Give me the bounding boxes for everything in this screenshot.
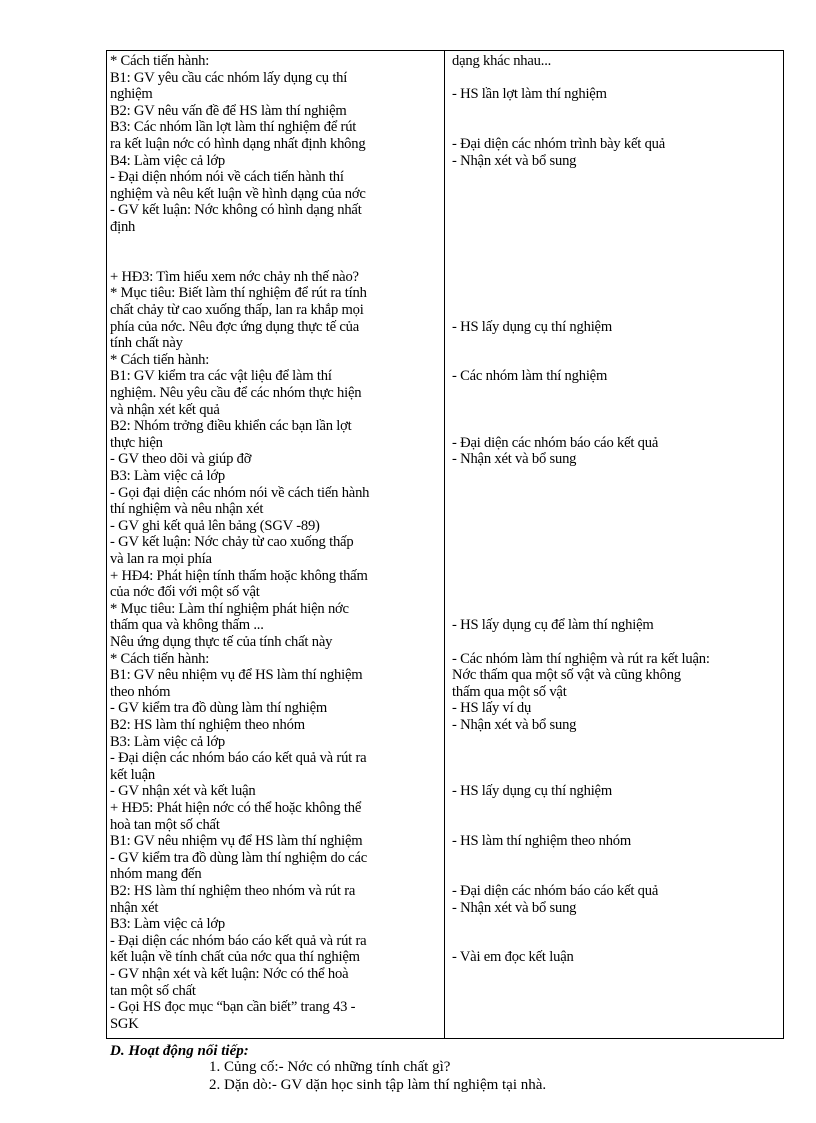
student-activity-line: - Nhận xét và bổ sung [452, 717, 577, 733]
teacher-activity-line: chất chảy từ cao xuống thấp, lan ra khắp mọi [110, 302, 364, 318]
teacher-activity-line: B2: Nhóm trởng điều khiển các bạn lần lợt [110, 418, 352, 435]
student-activity-line: Nớc thấm qua một số vật và cũng không [452, 667, 681, 684]
teacher-activity-line: B2: GV nêu vấn đề để HS làm thí nghiệm [110, 102, 347, 119]
teacher-activity-line: ra kết luận nớc có hình dạng nhất định không [110, 136, 366, 152]
student-activity-line: - HS lấy dụng cụ để làm thí nghiệm [452, 617, 654, 634]
student-activity-line: - HS lấy dụng cụ thí nghiệm [452, 783, 612, 800]
student-activity-line: - HS lần lợt làm thí nghiệm [452, 86, 607, 103]
teacher-activity-line: - GV kiểm tra đồ dùng làm thí nghiệm do các [110, 849, 368, 866]
teacher-activity-line: thực hiện [110, 434, 163, 451]
teacher-activity-line: - Gọi HS đọc mục “bạn cần biết” trang 43 - [110, 999, 356, 1016]
student-activity-line: thấm qua một số vật [452, 683, 567, 700]
teacher-activity-line: kết luận [110, 766, 156, 783]
student-activity-line: - HS lấy dụng cụ thí nghiệm [452, 318, 612, 335]
teacher-activity-line: + HĐ5: Phát hiện nớc có thể hoặc không thể [110, 800, 362, 816]
homework-item: 2. Dặn dò:- GV dặn học sinh tập làm thí nghiệm tại nhà. [209, 1077, 547, 1093]
student-activity-line: - HS lấy ví dụ [452, 700, 532, 717]
teacher-activity-line: B2: HS làm thí nghiệm theo nhóm và rút ra [110, 883, 356, 899]
teacher-activity-line: và lan ra mọi phía [110, 551, 212, 567]
teacher-activity-line: B3: Làm việc cả lớp [110, 733, 225, 750]
teacher-activity-line: B3: Làm việc cả lớp [110, 468, 225, 484]
student-activity-line: - Đại diện các nhóm báo cáo kết quả [452, 434, 659, 451]
student-activity-line: - Đại diện các nhóm trình bày kết quả [452, 136, 666, 152]
teacher-activity-line: định [110, 219, 136, 235]
teacher-activity-line: + HĐ3: Tìm hiểu xem nớc chảy nh thế nào? [110, 268, 359, 285]
teacher-activity-line: - Đại diện các nhóm báo cáo kết quả và rút ra [110, 932, 367, 949]
teacher-activity-line: theo nhóm [110, 683, 171, 700]
student-activity-line: - HS làm thí nghiệm theo nhóm [452, 833, 632, 850]
teacher-activity-line: nhóm mang đến [110, 866, 202, 883]
column-divider [444, 50, 445, 1039]
teacher-activity-line: - Đại diện nhóm nói về cách tiến hành thí [110, 169, 344, 186]
teacher-activity-line: hoà tan một số chất [110, 816, 220, 833]
student-activity-line: - Đại diện các nhóm báo cáo kết quả [452, 883, 659, 899]
teacher-activity-line: - GV kiểm tra đồ dùng làm thí nghiệm [110, 700, 328, 717]
section-heading: D. Hoạt động nối tiếp: [110, 1043, 249, 1059]
teacher-activity-line: B1: GV nêu nhiệm vụ để HS làm thí nghiệm [110, 833, 363, 850]
teacher-activity-line: và nhận xét kết quả [110, 401, 220, 418]
student-activity-line: - Nhận xét và bổ sung [452, 152, 577, 169]
student-activity-line: - Các nhóm làm thí nghiệm [452, 368, 608, 385]
teacher-activity-line: B2: HS làm thí nghiệm theo nhóm [110, 717, 305, 733]
teacher-activity-line: - Đại diện các nhóm báo cáo kết quả và rút ra [110, 750, 367, 767]
teacher-activity-line: * Cách tiến hành: [110, 650, 210, 667]
teacher-activity-line: - GV kết luận: Nớc không có hình dạng nhất [110, 202, 362, 219]
teacher-activity-line: B4: Làm việc cả lớp [110, 152, 225, 169]
consolidation-item: 1. Củng cố:- Nớc có những tính chất gì? [209, 1059, 451, 1075]
teacher-activity-line: - GV ghi kết quả lên bảng (SGV -89) [110, 517, 320, 534]
teacher-activity-line: B1: GV kiểm tra các vật liệu để làm thí [110, 368, 332, 385]
teacher-activity-line: kết luận về tính chất của nớc qua thí nghiệm [110, 949, 360, 966]
student-activity-line: dạng khác nhau... [452, 53, 552, 69]
teacher-activity-line: * Mục tiêu: Biết làm thí nghiệm để rút ra tính [110, 285, 367, 302]
teacher-activity-line: B1: GV yêu cầu các nhóm lấy dụng cụ thí [110, 69, 348, 86]
teacher-activity-line: nghiệm. Nêu yêu cầu để các nhóm thực hiện [110, 385, 362, 401]
teacher-activity-line: thấm qua và không thấm ... [110, 617, 264, 634]
teacher-activity-line: nghiệm [110, 86, 153, 103]
teacher-activity-line: + HĐ4: Phát hiện tính thấm hoặc không thấm [110, 567, 368, 584]
teacher-activity-line: của nớc đối với một số vật [110, 584, 260, 601]
teacher-activity-line: * Cách tiến hành: [110, 351, 210, 368]
teacher-activity-line: * Mục tiêu: Làm thí nghiệm phát hiện nớc [110, 600, 349, 617]
teacher-activity-line: - GV nhận xét và kết luận [110, 783, 256, 800]
teacher-activity-line: tính chất này [110, 335, 183, 352]
teacher-activity-line: Nêu ứng dụng thực tế của tính chất này [110, 634, 333, 650]
student-activity-line: - Vài em đọc kết luận [452, 949, 574, 966]
teacher-activity-line: thí nghiệm và nêu nhận xét [110, 501, 264, 518]
teacher-activity-line: B3: Làm việc cả lớp [110, 916, 225, 933]
teacher-activity-line: nghiệm và nêu kết luận về hình dạng của nớc [110, 185, 366, 202]
student-activity-line: - Các nhóm làm thí nghiệm và rút ra kết luận: [452, 650, 710, 667]
teacher-activity-line: B3: Các nhóm lần lợt làm thí nghiệm để rút [110, 119, 357, 136]
teacher-activity-line: nhận xét [110, 899, 159, 916]
teacher-activity-line: tan một số chất [110, 982, 196, 999]
teacher-activity-line: * Cách tiến hành: [110, 53, 210, 69]
student-activity-line: - Nhận xét và bổ sung [452, 451, 577, 468]
teacher-activity-line: - GV theo dõi và giúp đỡ [110, 451, 252, 468]
teacher-activity-line: - GV nhận xét và kết luận: Nớc có thể hoà [110, 966, 349, 982]
teacher-activity-line: SGK [110, 1015, 139, 1032]
teacher-activity-line: - Gọi đại diện các nhóm nói về cách tiến hành [110, 484, 370, 501]
teacher-activity-line: B1: GV nêu nhiệm vụ để HS làm thí nghiệm [110, 667, 363, 684]
teacher-activity-line: - GV kết luận: Nớc chảy từ cao xuống thấp [110, 534, 354, 551]
teacher-activity-line: phía của nớc. Nêu đợc ứng dụng thực tế của [110, 318, 359, 335]
student-activity-line: - Nhận xét và bổ sung [452, 899, 577, 916]
